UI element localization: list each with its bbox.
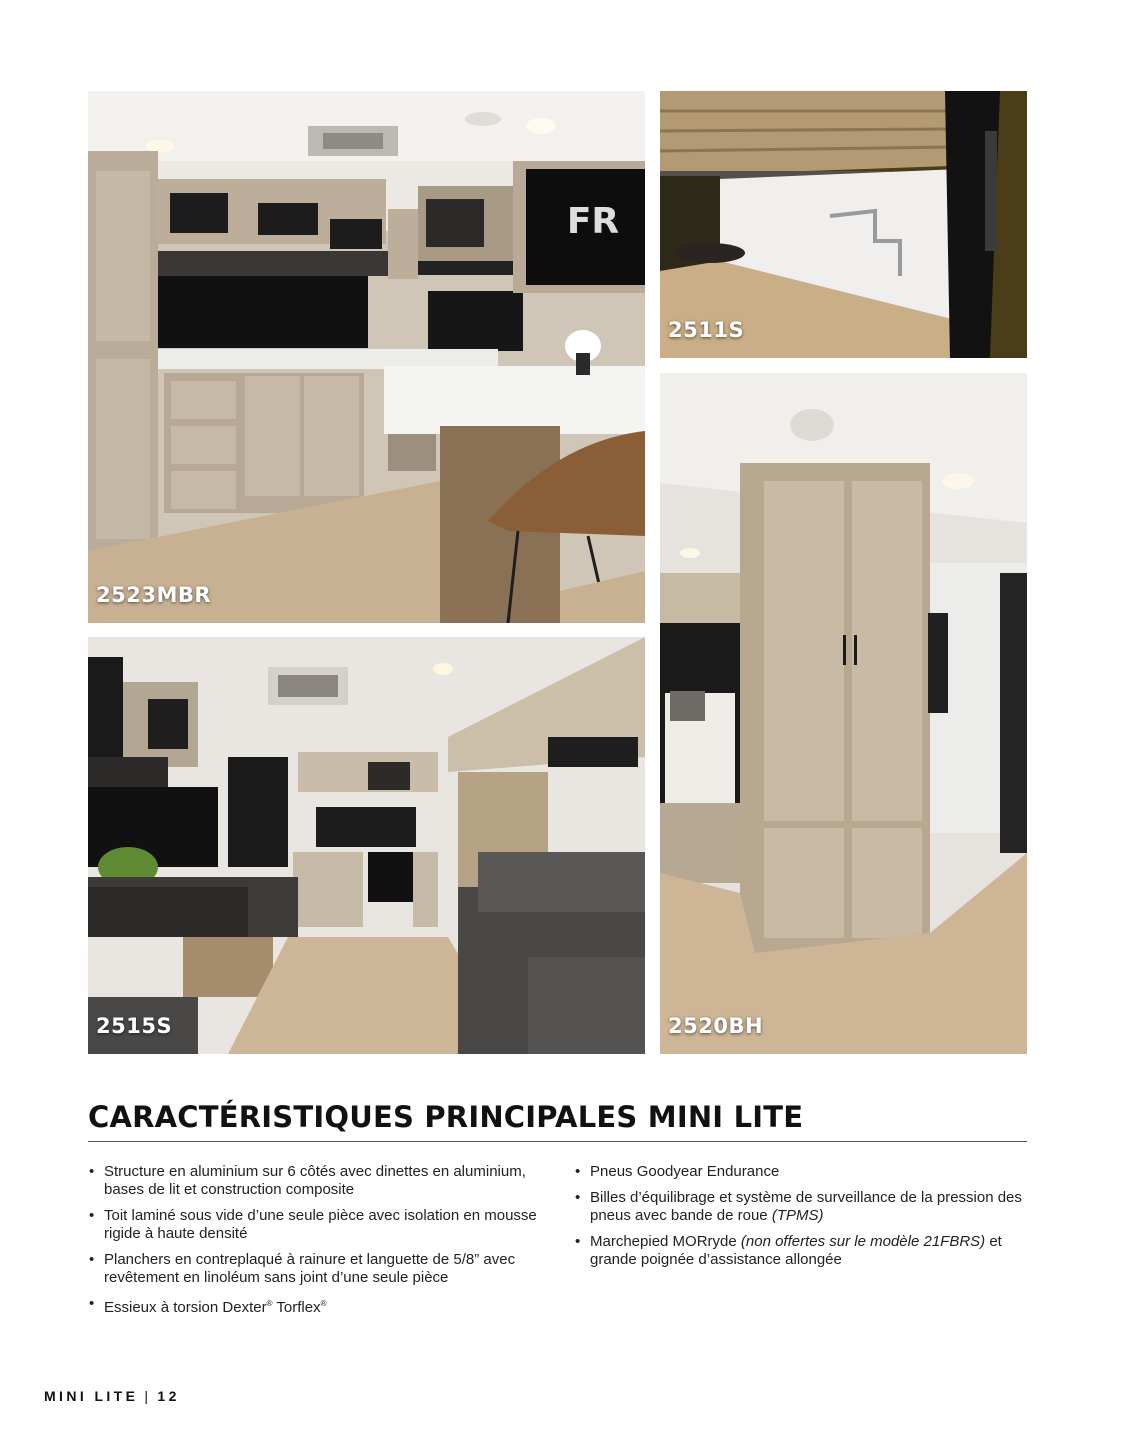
list-item: • Pneus Goodyear Endurance [574,1163,1024,1181]
photo-2520bh [660,373,1027,1054]
page-footer [44,1388,180,1404]
page-number: 12 [157,1388,180,1404]
features-list-right [574,1163,1024,1277]
living-photo-illustration [88,637,645,1054]
footer-brand: MINI LITE [44,1388,139,1404]
kitchen-photo-illustration [88,91,645,623]
list-item: • Toit laminé sous vide d’une seule pièce avec isolation en mousse rigide à haute densité [88,1207,538,1243]
features-list-left [88,1163,538,1325]
photo-label: 2515S [96,1014,173,1038]
list-item: • Planchers en contreplaqué à rainure et languette de 5/8” avec revêtement en linoléum sans joint d’une seule pièce [88,1251,538,1287]
footer-separator: | [144,1388,152,1404]
photo-2511s [660,91,1027,358]
list-item: • Billes d’équilibrage et système de surveillance de la pression des pneus avec bande de roue (TPMS) [574,1189,1024,1225]
photo-label: 2520BH [668,1014,764,1038]
list-item: • Structure en aluminium sur 6 côtés avec dinettes en aluminium, bases de lit et construction composite [88,1163,538,1199]
list-item: • Essieux à torsion Dexter® Torflex® [88,1295,538,1317]
section-title: CARACTÉRISTIQUES PRINCIPALES MINI LITE [88,1100,804,1134]
heading-divider [88,1141,1027,1142]
photo-2523mbr [88,91,645,623]
photo-2515s [88,637,645,1054]
wardrobe-photo-illustration [660,373,1027,1054]
photo-label: 2511S [668,318,745,342]
list-item: • Marchepied MORryde (non offertes sur le modèle 21FBRS) et grande poignée d’assistance allongée [574,1233,1024,1269]
photo-label: 2523MBR [96,583,212,607]
tv-logo: FR [566,201,620,242]
